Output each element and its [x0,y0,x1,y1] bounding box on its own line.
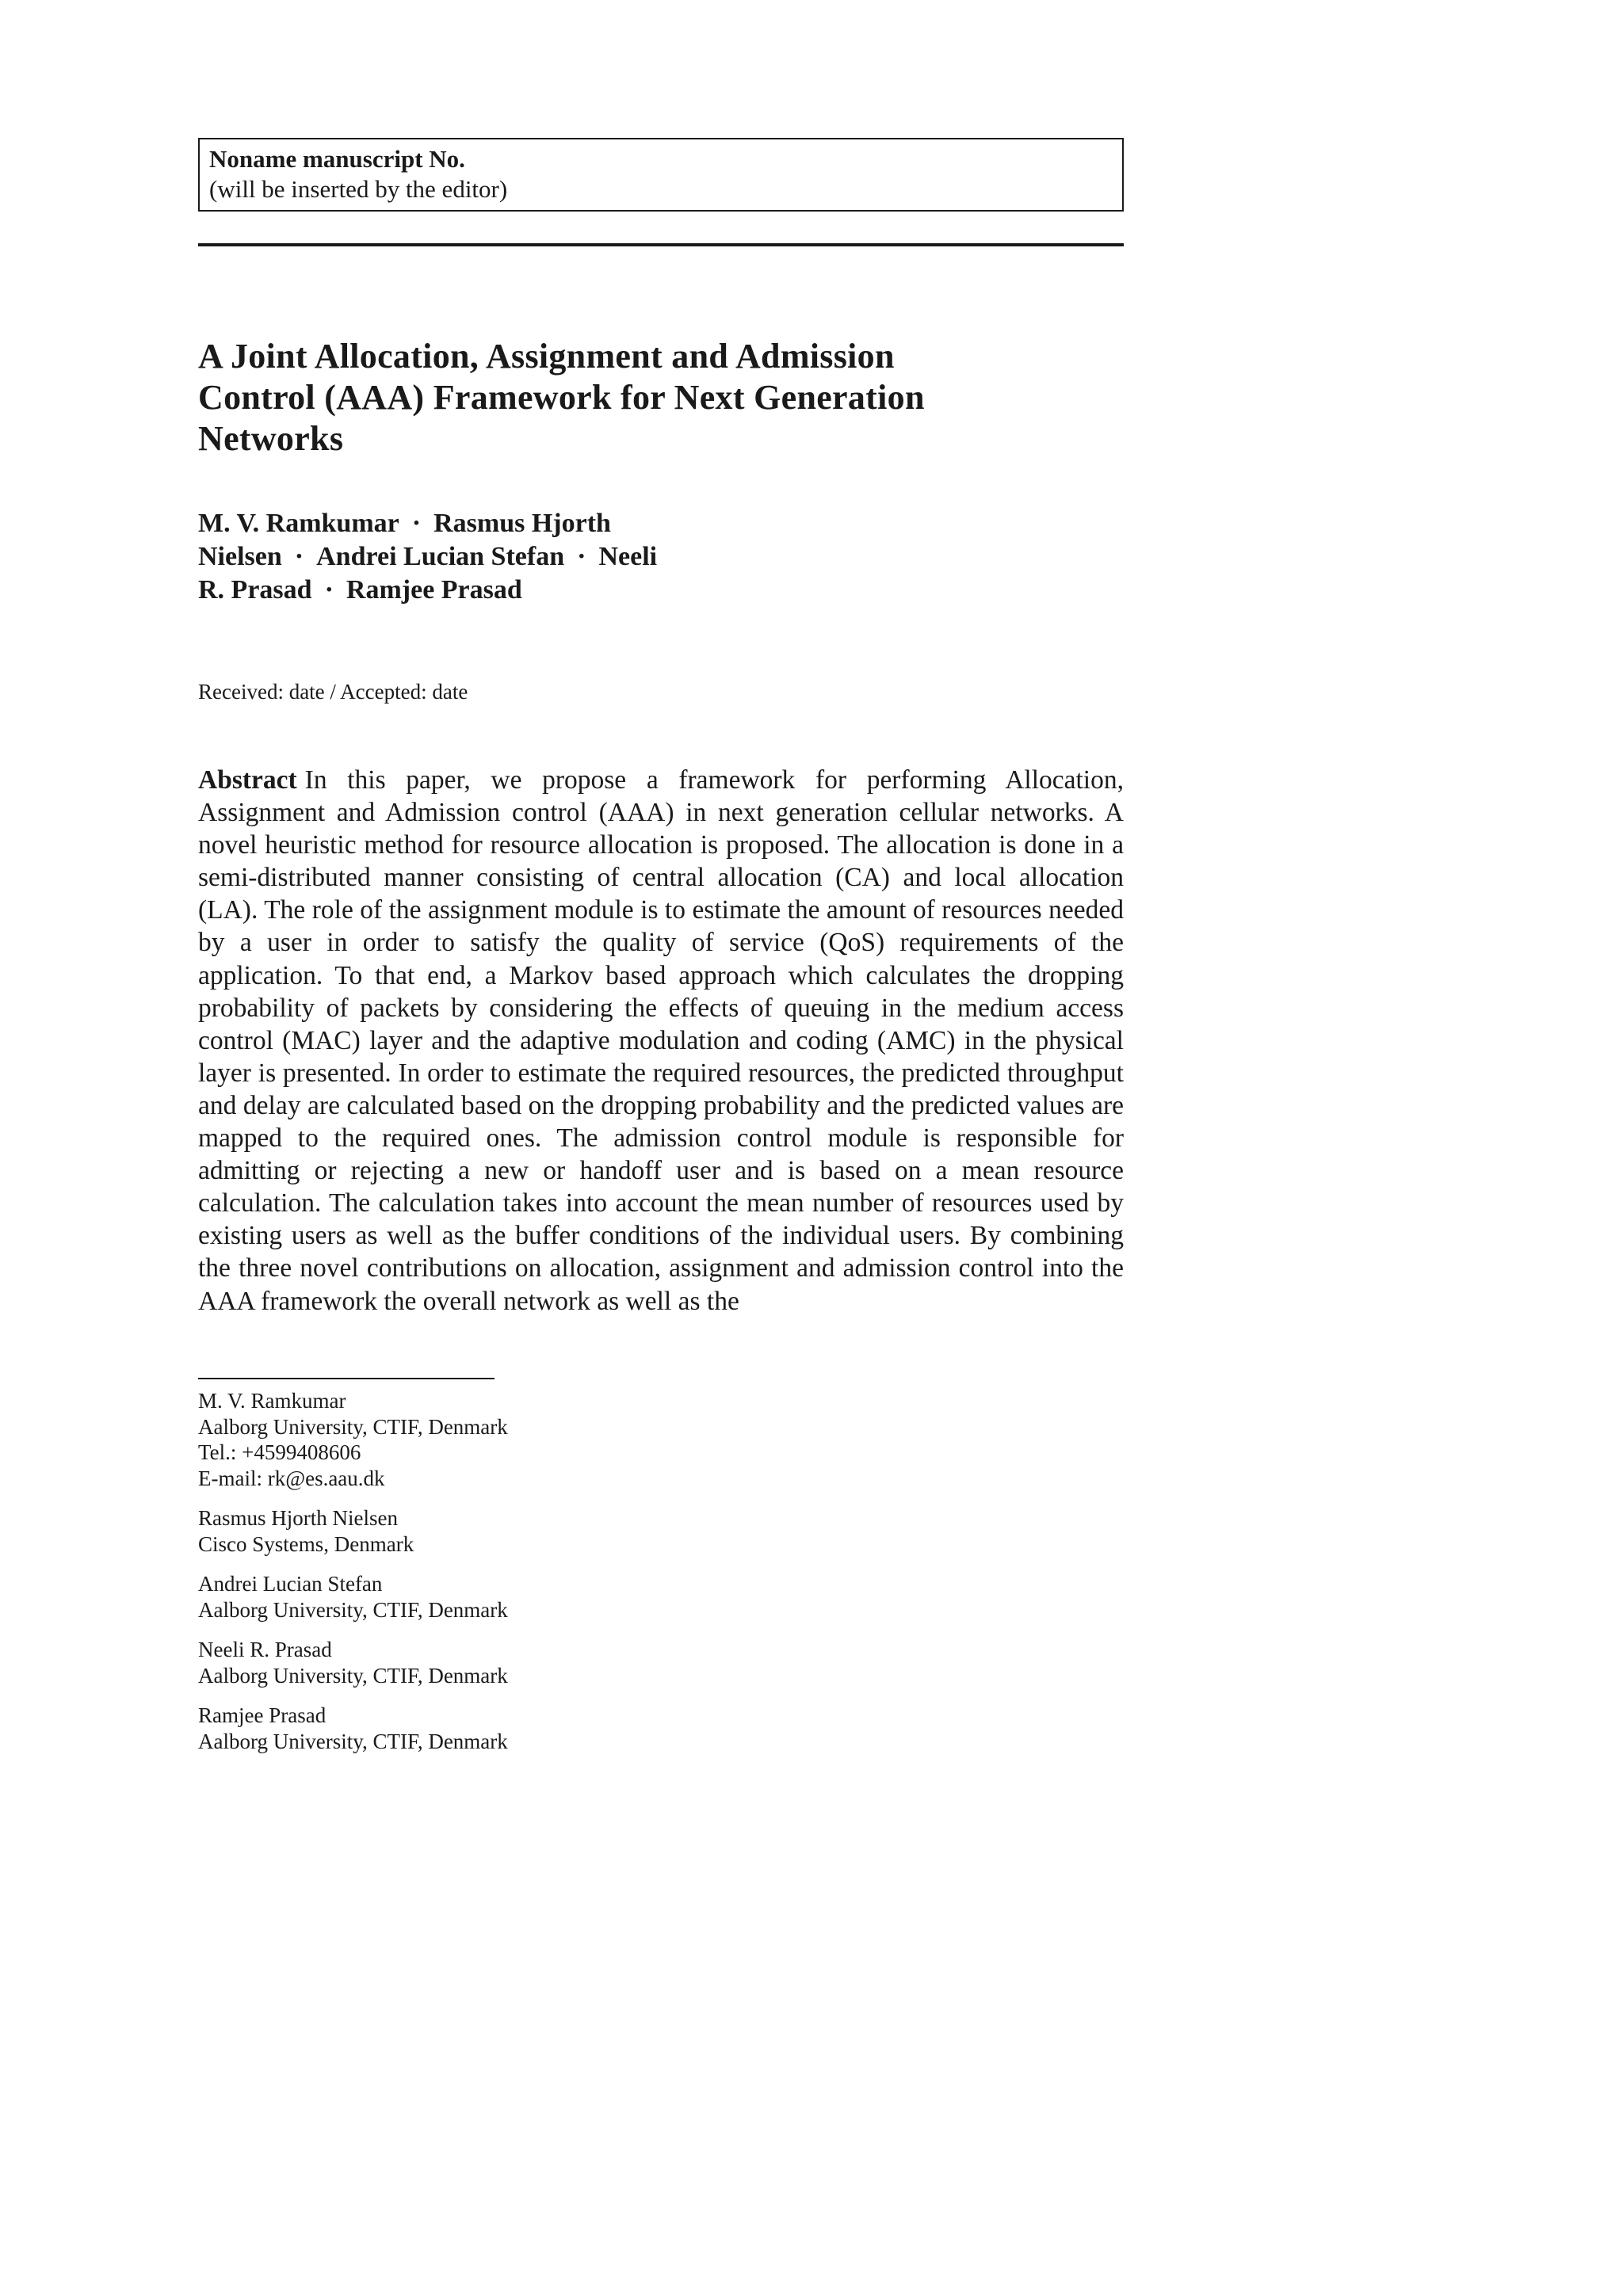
author-list [198,507,1124,607]
author-separator: · [577,542,586,571]
author-name: Andrei Lucian Stefan [316,542,565,571]
author-name: M. V. Ramkumar [198,509,399,538]
affiliation-org: Aalborg University, CTIF, Denmark [198,1663,508,1688]
author-line [198,574,1124,607]
abstract-text: In this paper, we propose a framework for performing Allocation, Assignment and Admission control (AAA) in next generation cellular networks. A novel heuristic method for resource allocation is proposed. The allocation is done in a semi-distributed manner consisting of central allocation (CA) and local allocation (LA). The role of the assignment module is to estimate the amount of resources needed by a user in order to satisfy the quality of service (QoS) requirements of the application. To that end, a Markov based approach which calculates the dropping probability of packets by considering the effects of queuing in the medium access control (MAC) layer and the adaptive modulation and coding (AMC) in the physical layer is presented. In order to estimate the required resources, the predicted throughput and delay are calculated based on the dropping probability and the predicted values are mapped to the required ones. The admission control module is responsible for admitting or rejecting a new or handoff user and is based on a mean resource calculation. The calculation takes into account the mean number of resources used by existing users as well as the buffer conditions of the individual users. By combining the three novel contributions on allocation, assignment and admission control into the AAA framework the overall network as well as the [198,765,1124,1316]
footnote-rule [198,1378,495,1379]
affiliation-block [198,1637,1124,1688]
title-line: Control (AAA) Framework for Next Generation [198,378,925,417]
affiliation-block [198,1505,1124,1557]
affiliation-org: Aalborg University, CTIF, Denmark [198,1597,508,1622]
author-line [198,540,1124,574]
author-separator: · [324,575,334,605]
paper-title [198,336,1124,460]
abstract [198,764,1124,1318]
author-name: Rasmus Hjorth [433,509,611,538]
affiliation-name: Ramjee Prasad [198,1703,327,1727]
affiliation-org: Cisco Systems, Denmark [198,1531,414,1556]
affiliation-email: E-mail: rk@es.aau.dk [198,1466,385,1490]
affiliation-block [198,1388,1124,1491]
affiliation-block [198,1571,1124,1623]
abstract-label: Abstract [198,765,297,795]
title-line: A Joint Allocation, Assignment and Admission [198,337,895,376]
affiliation-org: Aalborg University, CTIF, Denmark [198,1414,508,1439]
affiliations [198,1388,1124,1768]
editor-note: (will be inserted by the editor) [209,175,508,203]
received-accepted-line: Received: date / Accepted: date [198,680,468,704]
header-rule [198,243,1124,246]
affiliation-name: Andrei Lucian Stefan [198,1572,383,1596]
affiliation-name: Rasmus Hjorth Nielsen [198,1506,398,1530]
author-name: Neeli [598,542,658,571]
author-separator: · [294,542,304,571]
title-line: Networks [198,419,344,458]
affiliation-org: Aalborg University, CTIF, Denmark [198,1729,508,1753]
author-name: Nielsen [198,542,282,571]
affiliation-block [198,1703,1124,1754]
manuscript-header-box [198,138,1124,212]
author-separator: · [411,509,422,538]
affiliation-phone: Tel.: +4599408606 [198,1440,361,1464]
affiliation-name: Neeli R. Prasad [198,1638,332,1661]
author-name: Ramjee Prasad [346,575,522,605]
manuscript-number: Noname manuscript No. [209,145,465,173]
affiliation-name: M. V. Ramkumar [198,1389,346,1413]
author-line [198,507,1124,540]
author-name: R. Prasad [198,575,312,605]
